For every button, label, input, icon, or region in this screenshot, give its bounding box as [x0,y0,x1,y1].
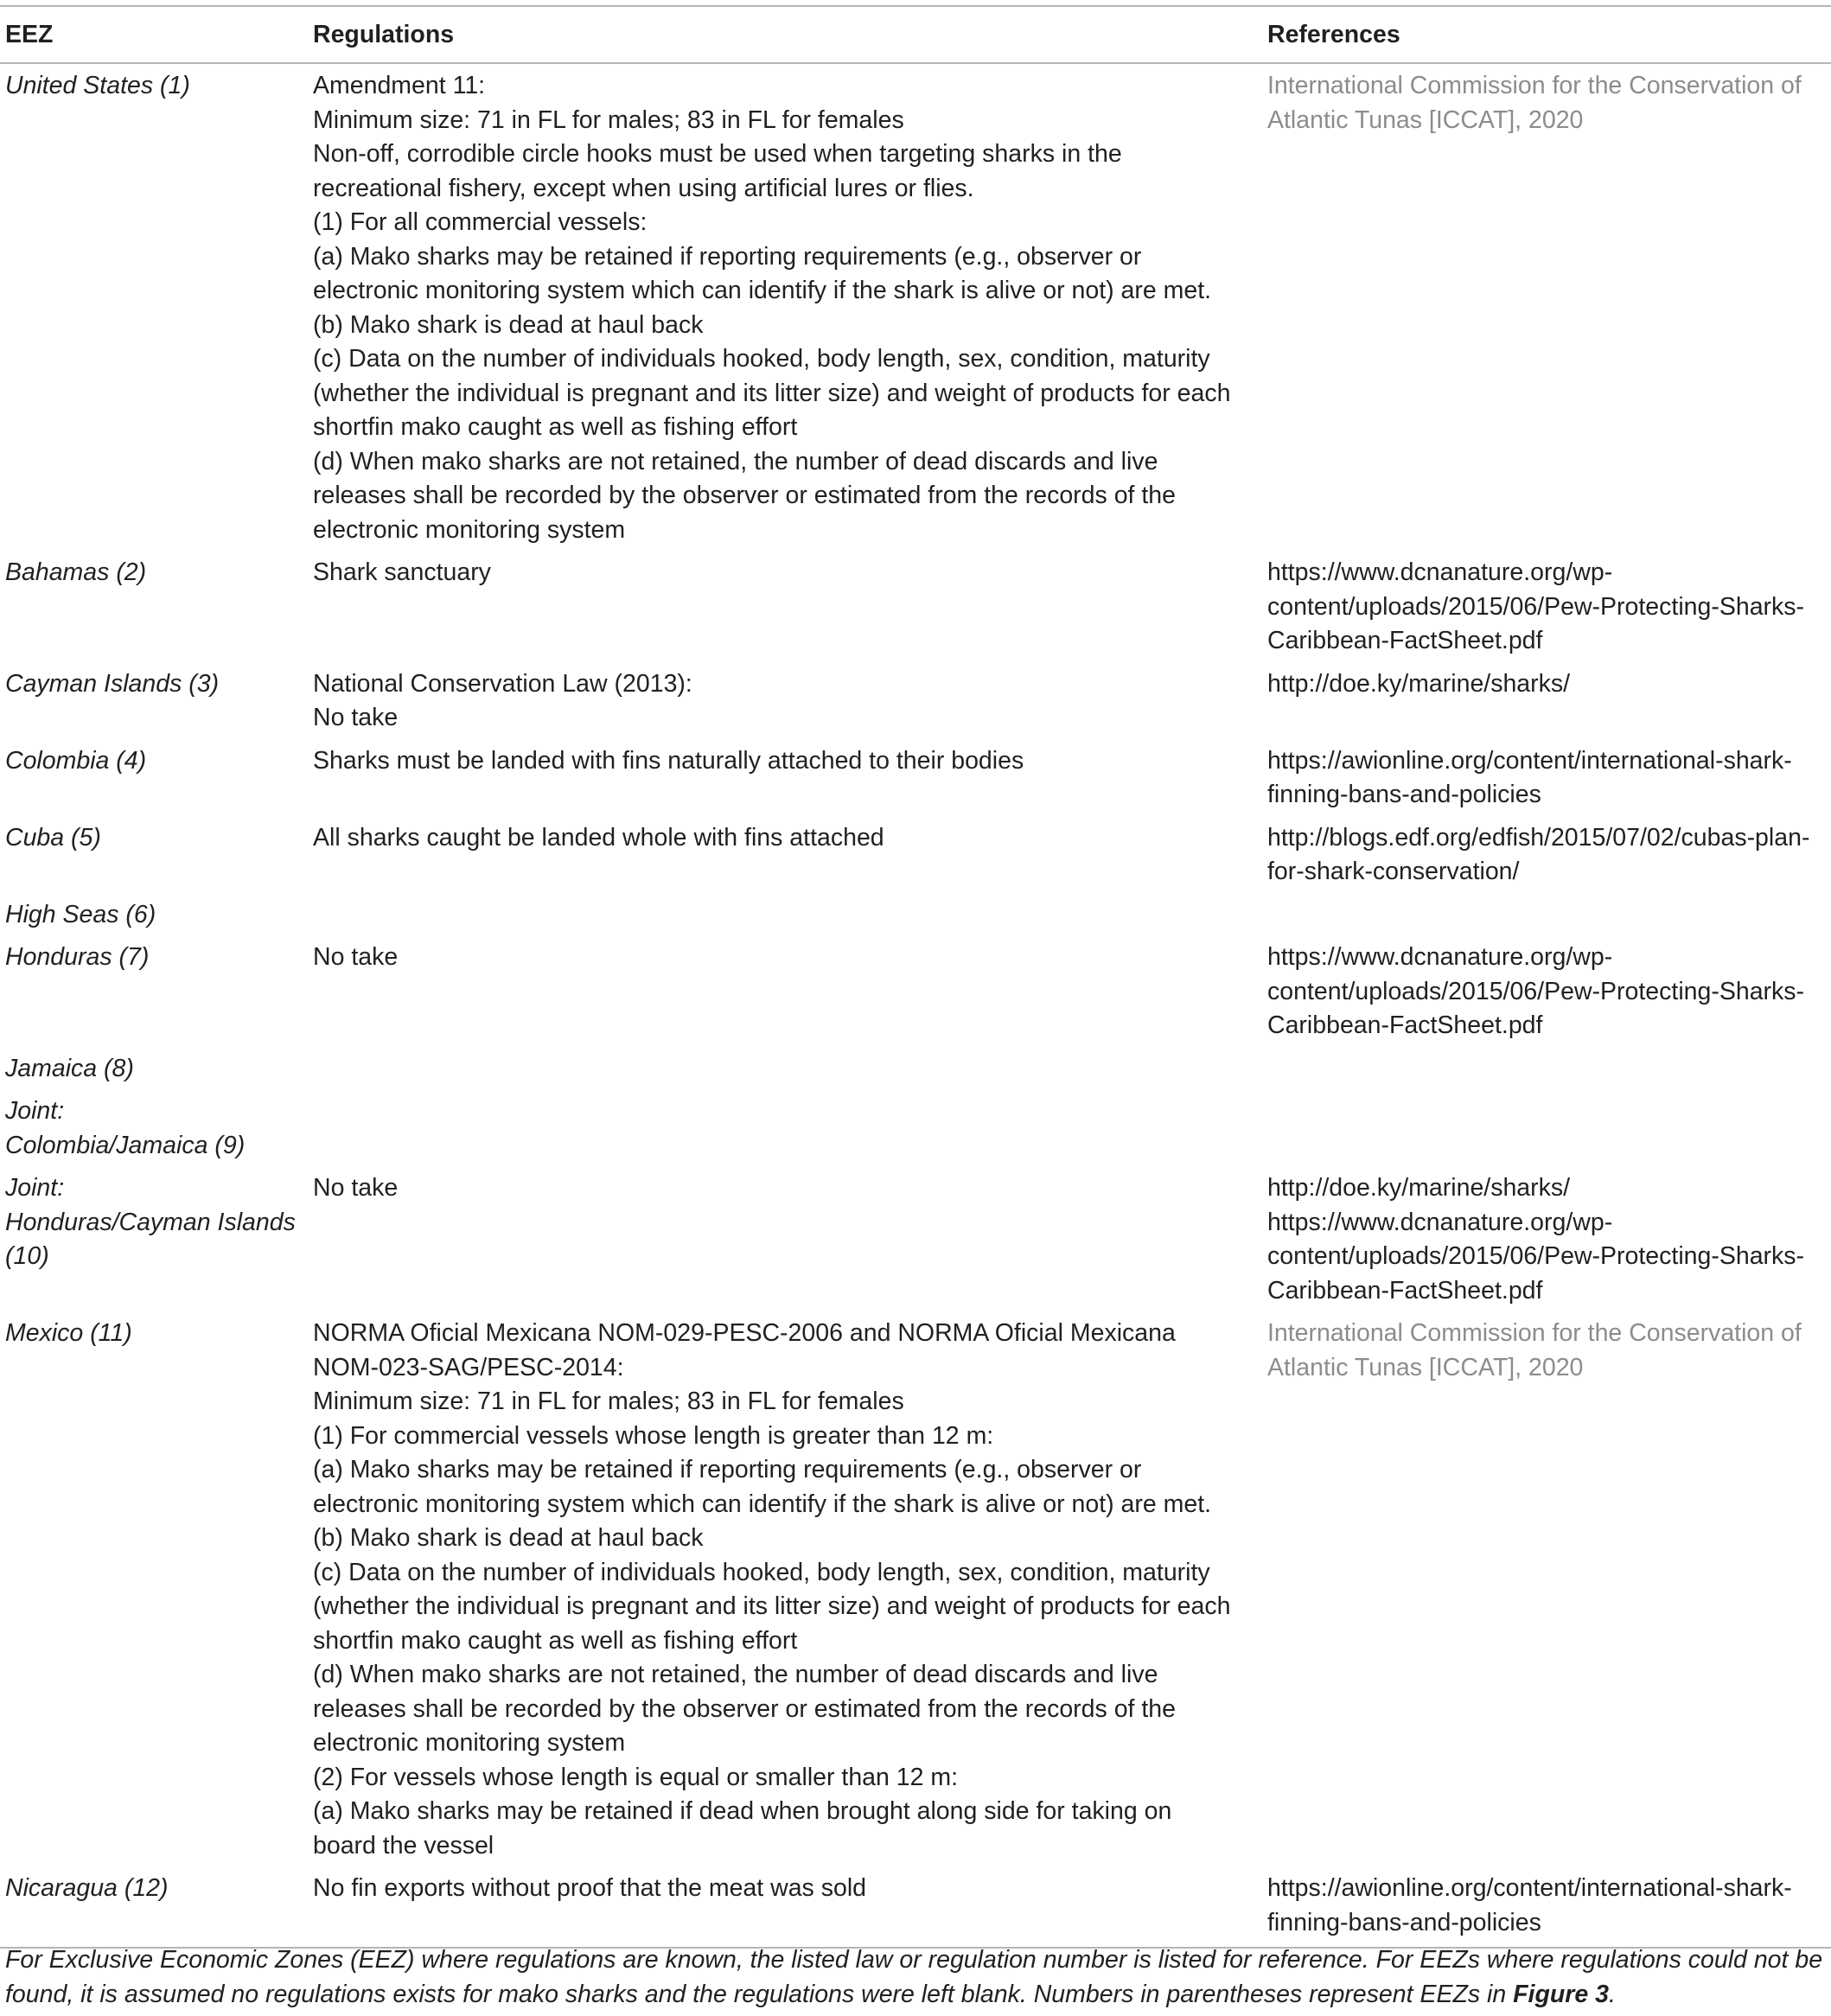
regulations-line: (d) When mako sharks are not retained, the number of dead discards and live releases shall be recorded by the observer or estimated from the records of the electronic monitoring system [313,447,1177,544]
table-row [0,1089,1831,1166]
reference-link[interactable]: http://blogs.edf.org/edfish/2015/07/02/cubas-plan-for-shark-conservation/ [1267,823,1810,885]
table-row [0,1166,1831,1311]
eez-cell [0,816,313,893]
references-cell [1267,893,1831,936]
table-row [0,816,1831,893]
regulations-line: (c) Data on the number of individuals hooked, body length, sex, condition, maturity (whether the individual is pregnant and its litter size) and weight of products for each shortfin mako caught as well as fishing effort [313,1558,1231,1655]
regulations-line: Minimum size: 71 in FL for males; 83 in FL for females [313,105,904,134]
references-cell [1267,551,1831,662]
eez-line: Colombia/Jamaica (9) [5,1131,246,1159]
references-cell [1267,1866,1831,1948]
eez-line: Bahamas (2) [5,558,147,586]
regulations-line: No take [313,943,399,971]
regulations-line: (1) For all commercial vessels: [313,208,648,236]
references-cell [1267,1311,1831,1866]
references-cell [1267,739,1831,816]
eez-line: Cayman Islands (3) [5,669,220,698]
eez-cell [0,1047,313,1090]
eez-line: Honduras/Cayman Islands (10) [5,1208,296,1270]
table-row [0,893,1831,936]
references-cell [1267,63,1831,551]
header-eez: EEZ [5,21,54,48]
eez-line: Joint: [5,1097,65,1125]
regulations-line: No take [313,1174,399,1202]
regulations-line: (b) Mako shark is dead at haul back [313,310,704,339]
header-row [0,6,1831,63]
table-row [0,551,1831,662]
reference-link[interactable]: https://www.dcnanature.org/wp-content/uploads/2015/06/Pew-Protecting-Sharks-Caribbean-FactSheet.pdf [1267,943,1805,1039]
reference-citation[interactable]: International Commission for the Conservation of Atlantic Tunas [ICCAT], 2020 [1267,1319,1802,1381]
regulations-cell [313,1311,1267,1866]
regulations-line: (a) Mako sharks may be retained if reporting requirements (e.g., observer or electronic monitoring system which can identify if the shark is alive or not) are met. [313,1456,1212,1518]
eez-cell [0,893,313,936]
reference-citation[interactable]: International Commission for the Conservation of Atlantic Tunas [ICCAT], 2020 [1267,72,1802,134]
table-row [0,1047,1831,1090]
eez-cell [0,1866,313,1948]
regulations-line: No take [313,704,399,731]
eez-cell [0,63,313,551]
reference-link[interactable]: https://awionline.org/content/international-shark-finning-bans-and-policies [1267,1874,1792,1936]
reference-link[interactable]: http://doe.ky/marine/sharks/ [1267,1174,1571,1202]
table-body [0,63,1831,1948]
regulations-line: Sharks must be landed with fins naturally attached to their bodies [313,746,1024,775]
regulations-line: Amendment 11: [313,72,486,99]
regulations-cell [313,1047,1267,1090]
regulations-cell [313,1866,1267,1948]
eez-cell [0,1089,313,1166]
footnote-figure-ref[interactable]: Figure 3 [1513,1980,1609,2008]
regulations-cell [313,1089,1267,1166]
reference-link[interactable]: https://www.dcnanature.org/wp-content/uploads/2015/06/Pew-Protecting-Sharks-Caribbean-FactSheet.pdf [1267,558,1805,654]
regulations-cell [313,63,1267,551]
regulations-line: Minimum size: 71 in FL for males; 83 in FL for females [313,1388,904,1415]
reference-link[interactable]: http://doe.ky/marine/sharks/ [1267,669,1571,698]
table-header [0,6,1831,63]
header-references: References [1267,21,1400,48]
regulations-line: (c) Data on the number of individuals hooked, body length, sex, condition, maturity (whether the individual is pregnant and its litter size) and weight of products for each shortfin mako caught as well as fishing effort [313,345,1231,441]
regulations-line: (d) When mako sharks are not retained, the number of dead discards and live releases shall be recorded by the observer or estimated from the records of the electronic monitoring system [313,1661,1177,1757]
regulations-line: National Conservation Law (2013): [313,669,692,698]
table-row [0,662,1831,739]
references-cell [1267,1166,1831,1311]
regulations-cell [313,935,1267,1047]
regulations-cell [313,1166,1267,1311]
eez-line: Honduras (7) [5,943,150,971]
references-cell [1267,935,1831,1047]
eez-cell [0,935,313,1047]
header-regulations: Regulations [313,21,455,48]
references-cell [1267,662,1831,739]
regulations-line: Non-off, corrodible circle hooks must be used when targeting sharks in the recreational fishery, except when using artificial lures or flies. [313,140,1122,202]
reference-link[interactable]: https://www.dcnanature.org/wp-content/uploads/2015/06/Pew-Protecting-Sharks-Caribbean-FactSheet.pdf [1267,1208,1805,1305]
eez-line: High Seas (6) [5,900,156,928]
regulations-cell [313,816,1267,893]
regulations-line: Shark sanctuary [313,558,491,586]
references-cell [1267,1089,1831,1166]
regulations-cell [313,739,1267,816]
eez-line: Jamaica (8) [5,1054,134,1082]
regulations-cell [313,893,1267,936]
table-row [0,63,1831,551]
regulations-line: (2) For vessels whose length is equal or smaller than 12 m: [313,1763,959,1791]
regulations-line: No fin exports without proof that the meat was sold [313,1874,866,1902]
eez-line: Joint: [5,1174,65,1202]
eez-cell [0,739,313,816]
regulations-cell [313,662,1267,739]
eez-line: Mexico (11) [5,1319,132,1347]
regulations-line: NORMA Oficial Mexicana NOM-029-PESC-2006 and NORMA Oficial Mexicana NOM-023-SAG/PESC-2014: [313,1319,1176,1381]
regulations-line: All sharks caught be landed whole with fins attached [313,823,884,852]
references-cell [1267,816,1831,893]
eez-cell [0,1166,313,1311]
eez-line: Cuba (5) [5,823,101,852]
reference-link[interactable]: https://awionline.org/content/international-shark-finning-bans-and-policies [1267,746,1792,808]
footnote-end: . [1609,1980,1616,2008]
table-row [0,739,1831,816]
regulations-line: (a) Mako sharks may be retained if reporting requirements (e.g., observer or electronic monitoring system which can identify if the shark is alive or not) are met. [313,242,1212,304]
regulations-table [0,5,1831,1949]
table-row [0,1311,1831,1866]
regulations-line: (b) Mako shark is dead at haul back [313,1524,704,1552]
footnote-text: For Exclusive Economic Zones (EEZ) where regulations are known, the listed law or regulation number is listed for reference. For EEZs where regulations could not be found, it is assumed no regulations exists for mako sharks and the regulations were left blank. Numbers in parentheses represent EEZs in [5,1946,1823,2008]
regulations-line: (a) Mako sharks may be retained if dead when brought along side for taking on board the vessel [313,1797,1172,1860]
references-cell [1267,1047,1831,1090]
eez-cell [0,1311,313,1866]
table-row [0,1866,1831,1948]
eez-cell [0,551,313,662]
table-row [0,935,1831,1047]
eez-line: Nicaragua (12) [5,1874,169,1902]
regulations-line: (1) For commercial vessels whose length is greater than 12 m: [313,1421,994,1450]
regulations-cell [313,551,1267,662]
eez-line: Colombia (4) [5,746,147,775]
table-footnote [5,1943,1828,2012]
eez-cell [0,662,313,739]
eez-line: United States (1) [5,72,190,99]
